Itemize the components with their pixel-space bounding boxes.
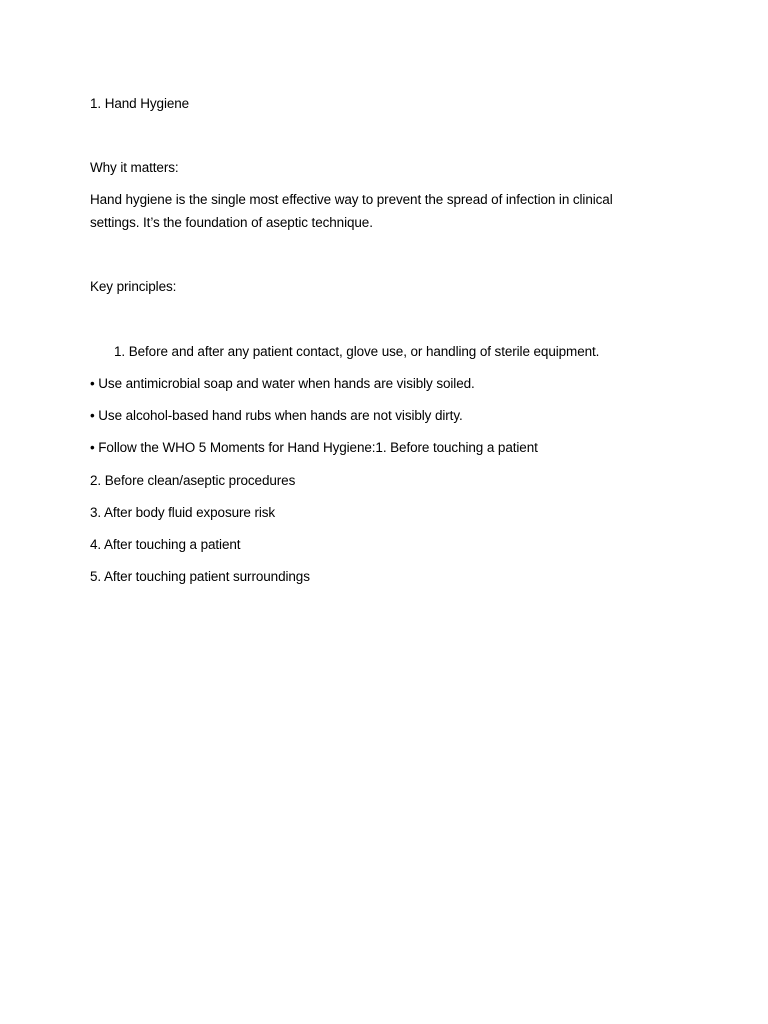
key-principles-label: Key principles: [90, 279, 177, 294]
principle-item: 1. Before and after any patient contact, glove use, or handling of sterile equipment. [114, 344, 600, 359]
why-label: Why it matters: [90, 160, 179, 175]
section-heading: 1. Hand Hygiene [90, 96, 190, 111]
principle-item: 4. After touching a patient [90, 537, 241, 552]
principle-item: • Use alcohol-based hand rubs when hands are not visibly dirty. [90, 408, 463, 423]
principle-item: 3. After body fluid exposure risk [90, 505, 276, 520]
principle-item: 5. After touching patient surroundings [90, 569, 310, 584]
why-paragraph: Hand hygiene is the single most effective way to prevent the spread of infection in clinical settings. It’s the foundation of aseptic technique. [90, 192, 613, 230]
principle-item: • Use antimicrobial soap and water when hands are visibly soiled. [90, 376, 475, 391]
principle-item: • Follow the WHO 5 Moments for Hand Hygiene:1. Before touching a patient [90, 440, 538, 455]
principle-item: 2. Before clean/aseptic procedures [90, 473, 296, 488]
